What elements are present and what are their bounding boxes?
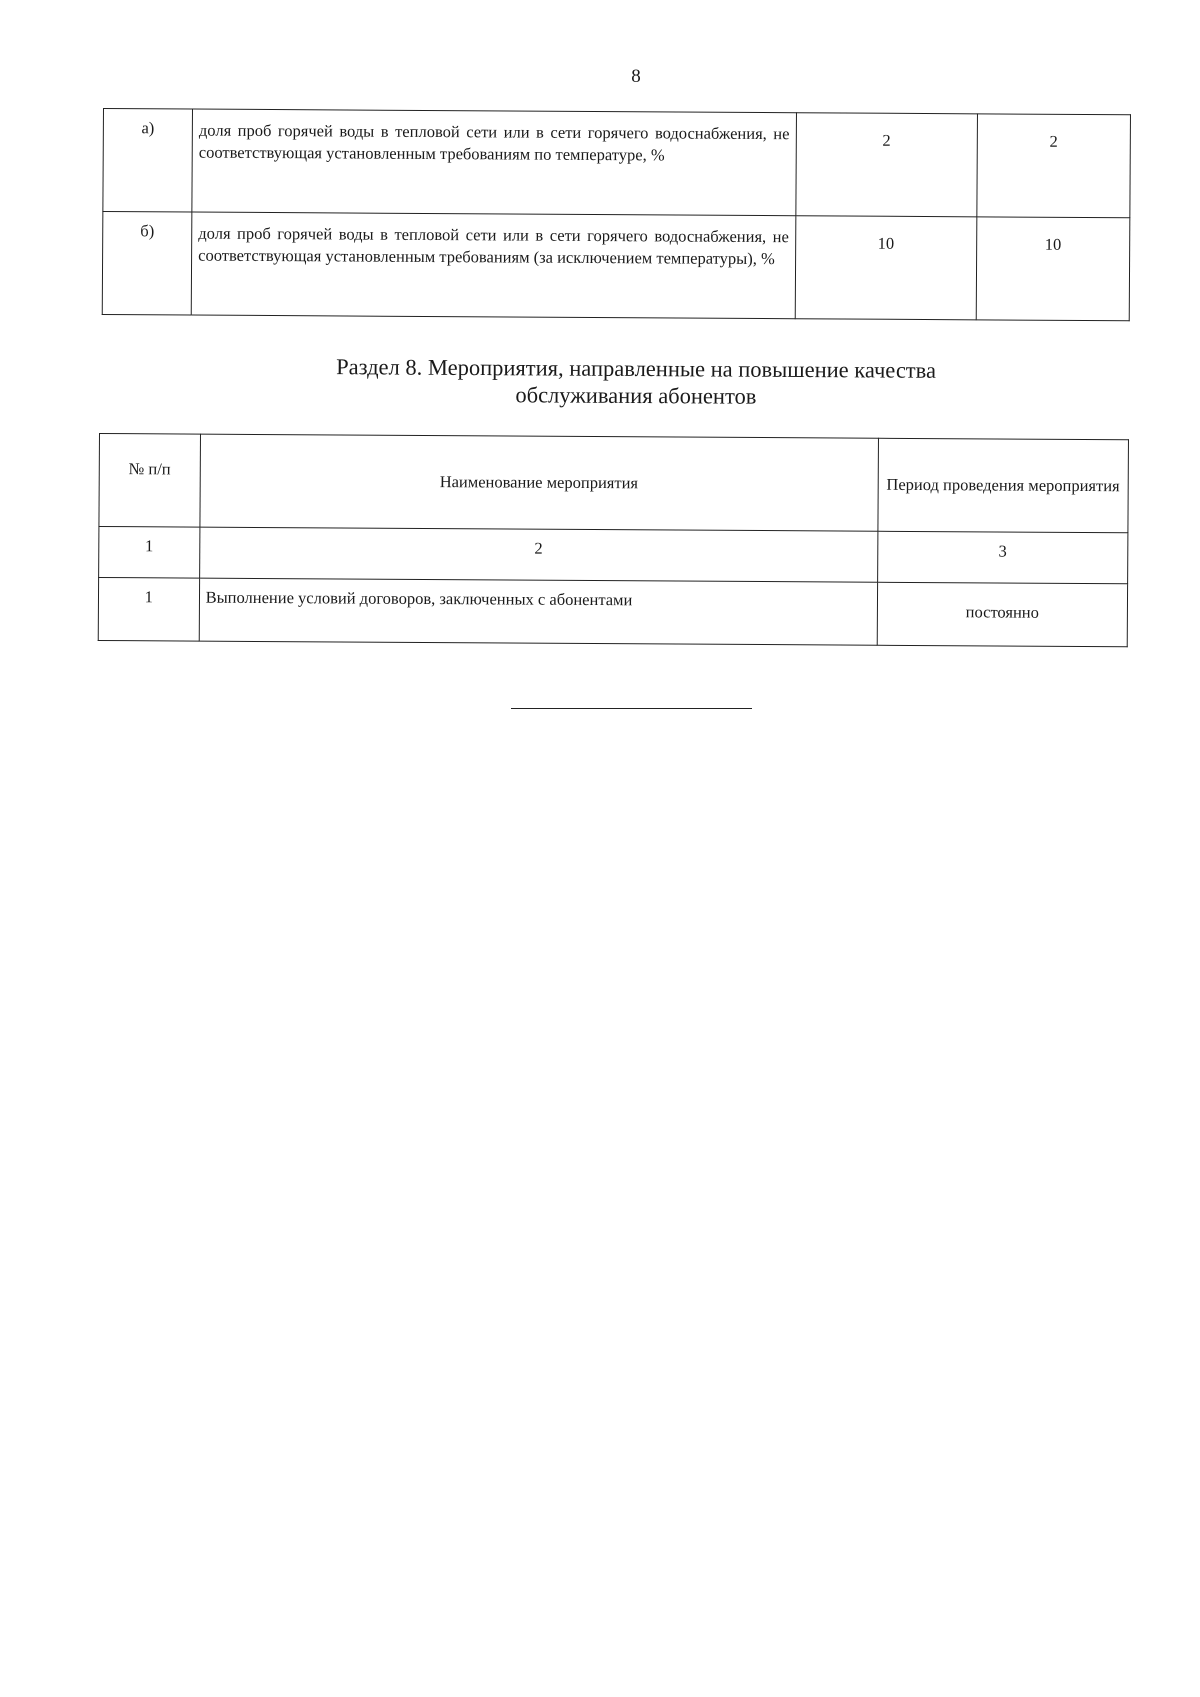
header-period: Период проведения мероприятия [878,438,1129,533]
header-number: № п/п [99,434,200,528]
section-title-line-1: Раздел 8. Мероприятия, направленные на повышение качества [336,354,937,383]
column-index-1: 1 [99,527,200,579]
indicator-value-2: 2 [977,114,1131,218]
indicator-value-1: 10 [795,216,977,320]
table-row [102,212,1130,321]
section-title-line-2: обслуживания абонентов [515,382,757,409]
measure-name: Выполнение условий договоров, заключенных с абонентами [199,578,877,645]
header-measure-name: Наименование мероприятия [200,434,879,531]
section-title [0,351,1200,413]
table-row [103,109,1131,218]
column-index-row [99,527,1128,584]
measures-table [98,433,1129,647]
indicator-description: доля проб горячей воды в тепловой сети или в сети горячего водоснабжения, не соответствующая установленным требованиям (за исключением температуры), % [191,212,795,319]
column-index-2: 2 [199,527,877,582]
table-header-row [99,434,1129,533]
measure-number: 1 [98,578,199,642]
row-letter: б) [102,212,192,316]
indicator-value-1: 2 [796,113,978,217]
indicator-description: доля проб горячей воды в тепловой сети или в сети горячего водоснабжения, не соответствующая установленным требованиям по температуре, % [192,109,796,216]
table-row [98,578,1127,647]
measure-period: постоянно [877,582,1128,647]
closing-divider [511,708,752,709]
page-number: 8 [631,66,641,87]
row-letter: а) [103,109,193,213]
quality-indicators-table [102,108,1131,321]
indicator-value-2: 10 [976,217,1130,321]
column-index-3: 3 [877,531,1128,584]
